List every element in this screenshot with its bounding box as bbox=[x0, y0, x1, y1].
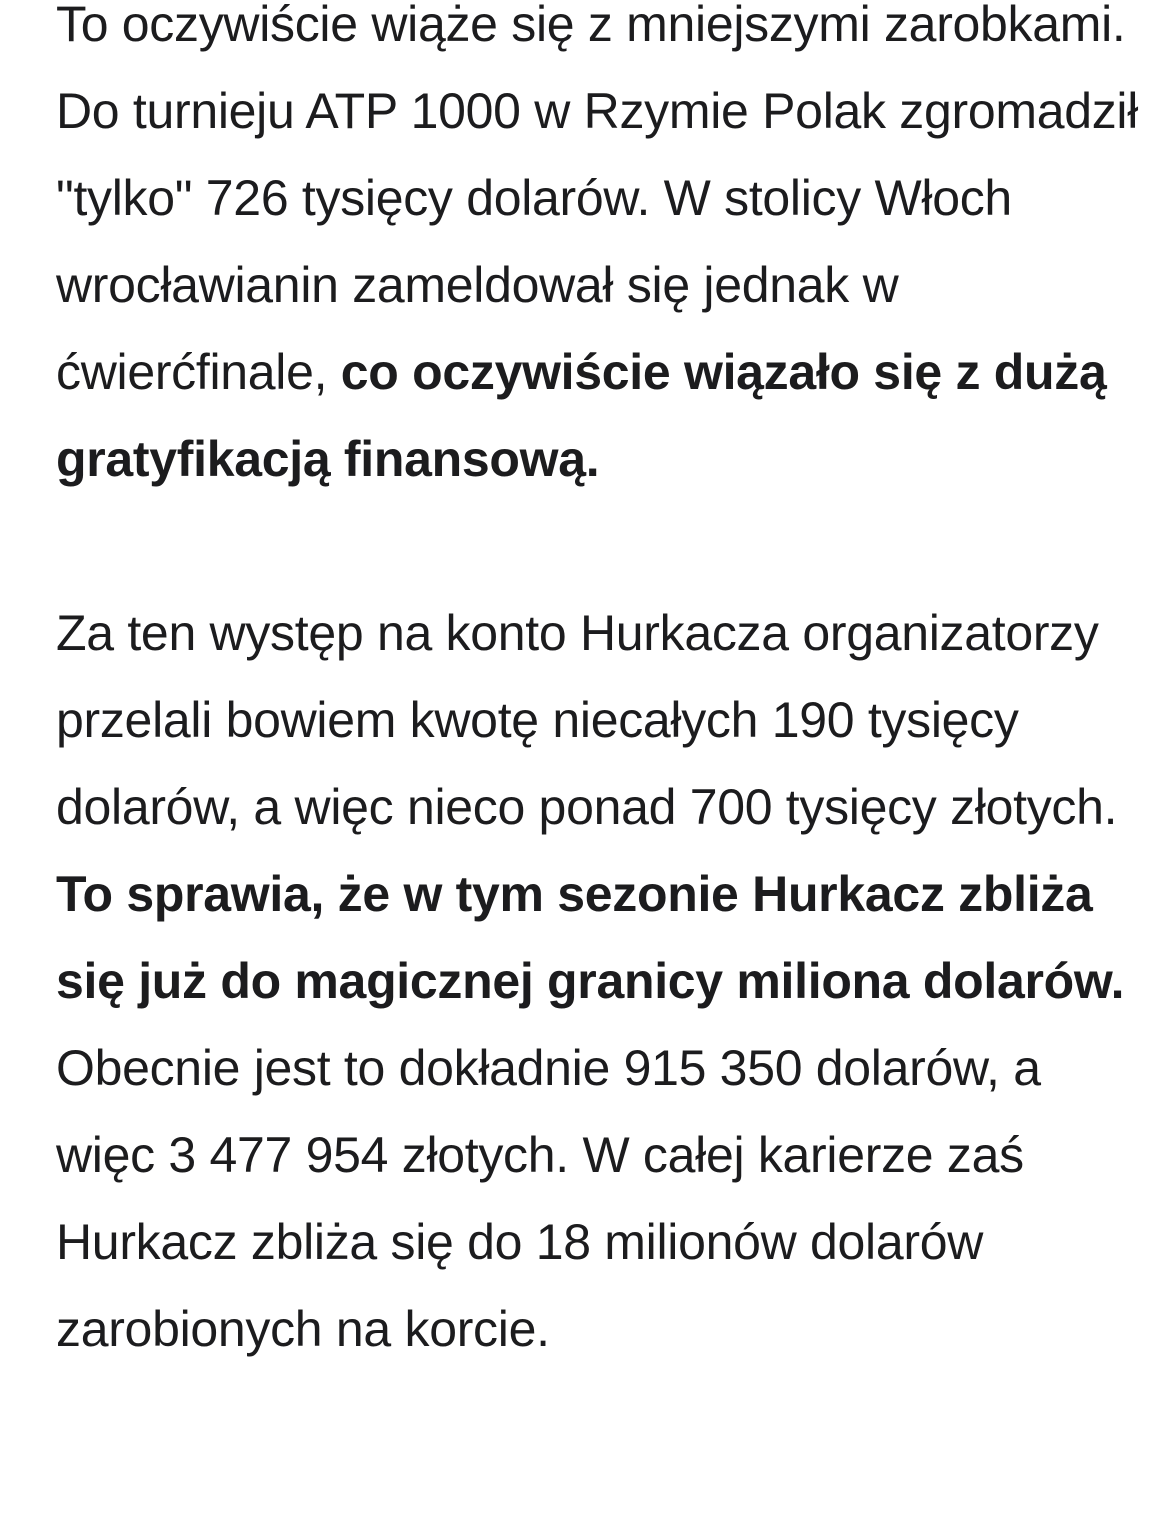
paragraph-2-text: Za ten występ na konto Hurkacza organizatorzy przelali bowiem kwotę niecałych 190 tysięcy dolarów, a więc nieco ponad 700 tysięcy złotych. bbox=[56, 605, 1118, 835]
article-body bbox=[56, 0, 1146, 1373]
paragraph-2-text-continued: Obecnie jest to dokładnie 915 350 dolarów, a więc 3 477 954 złotych. W całej karierze zaś Hurkacz zbliża się do 18 milionów dolarów zarobionych na korcie. bbox=[56, 1040, 1041, 1357]
paragraph-1 bbox=[56, 0, 1146, 503]
paragraph-2 bbox=[56, 590, 1146, 1373]
paragraph-1-bold-text: co oczywiście wiązało się z dużą gratyfikacją finansową. bbox=[56, 344, 1107, 487]
paragraph-1-text: To oczywiście wiąże się z mniejszymi zarobkami. Do turnieju ATP 1000 w Rzymie Polak zgromadził "tylko" 726 tysięcy dolarów. W stolicy Włoch wrocławianin zameldował się jednak w ćwierćfinale, bbox=[56, 0, 1139, 400]
paragraph-2-bold-text: To sprawia, że w tym sezonie Hurkacz zbliża się już do magicznej granicy miliona dolarów. bbox=[56, 866, 1125, 1009]
